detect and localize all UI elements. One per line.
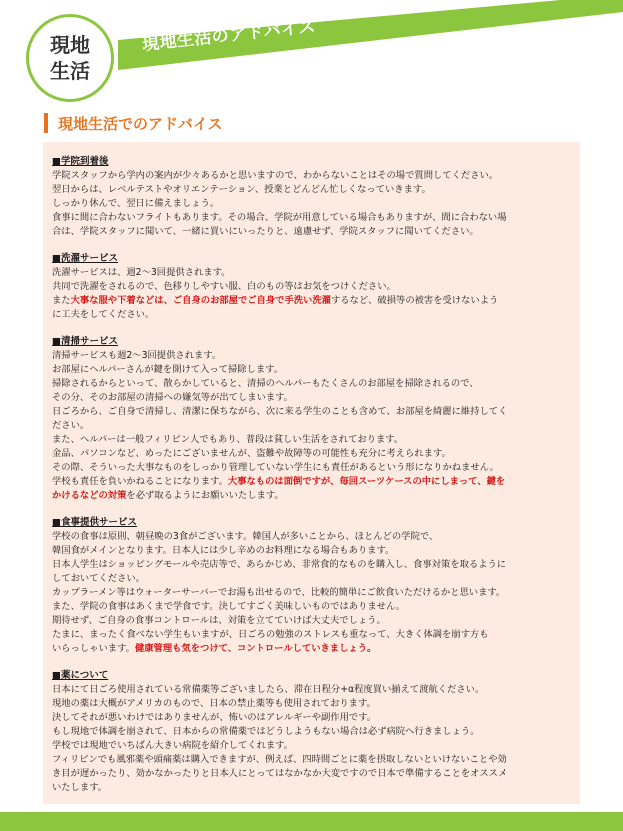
block-line: 現地の薬は大概がアメリカのもので、日本の禁止薬等も使用されております。 [52, 698, 376, 709]
text-segment: 学校も責任を負いかねることになります。 [52, 476, 228, 487]
block-heading: ■食事提供サービス [52, 517, 137, 528]
block-line: その分、そのお部屋の清掃への嫌気等が出てしまいます。 [52, 392, 293, 403]
block-line: 翌日からは、レベルテストやオリエンテーション、授業とどんどん忙しくなっていきます。 [52, 184, 431, 195]
block-line: 金品、パソコンなど、めったにございませんが、盗難や故障等の可能性も充分に考えられます。 [52, 448, 451, 459]
emphasis-text: 健康管理も気をつけて、コントロールしていきましょう。 [134, 643, 377, 654]
block-cleaning [52, 334, 568, 503]
block-line: また、ヘルパーは一般フィリピン人でもあり、普段は貧しい生活をされております。 [52, 434, 404, 445]
block-heading: ■清掃サービス [52, 336, 118, 347]
block-line [52, 294, 568, 308]
block-line: 合は、学院スタッフに聞いて、一緒に買いにいったりと、遠慮せず、学院スタッフに聞いてください。 [52, 226, 479, 237]
emphasis-text: 大事なものは面倒ですが、毎回スーツケースの中にしまって、鍵を [227, 476, 506, 487]
block-line: いたします。 [52, 782, 108, 793]
block-arrival [52, 154, 568, 239]
block-line: 韓国食がメインとなります。日本人には少し辛めのお料理になる場合もあります。 [52, 545, 395, 556]
block-line: フィリピンでも風邪薬や頭痛薬は購入できますが、例えば、四時間ごとに薬を摂取しないといけないことや効 [52, 754, 507, 765]
block-line: もし現地で体調を崩されて、日本からの常備薬ではどうしようもない場合は必ず病院へ行きましょう。 [52, 726, 480, 737]
block-line: 掃除されるからといって、散らかしていると、清掃のヘルパーもたくさんのお部屋を掃除されるので、 [52, 378, 479, 389]
block-line: その際、そういった大事なものをしっかり管理していない学生にも責任があるという形になりかねません。 [52, 462, 499, 473]
block-line: ださい。 [52, 420, 90, 431]
block-line: しておいてください。 [52, 573, 145, 584]
text-segment: を必ず取るようにお願いいたします。 [126, 490, 284, 501]
block-heading: ■洗濯サービス [52, 253, 118, 264]
badge-line-2: 生活 [50, 59, 90, 83]
block-heading: ■薬について [52, 670, 109, 681]
block-line: 日本にて日ごろ使用されている常備薬等ございましたら、滞在日程分+α程度買い揃えて渡航ください。 [52, 684, 485, 695]
block-line: 洗濯サービスは、週2～3回提供されます。 [52, 267, 231, 278]
block-line: 共同で洗濯をされるので、色移りしやすい服、白のもの等はお気をつけください。 [52, 281, 396, 292]
block-line: 学院スタッフから学内の案内が少々あるかと思いますので、わからないことはその場で質問してください。 [52, 170, 499, 181]
block-line: 清掃サービスも週2～3回提供されます。 [52, 350, 222, 361]
section-title: 現地生活でのアドバイス [58, 114, 223, 133]
block-laundry [52, 251, 568, 322]
emphasis-text: 大事な服や下着などは、ご自身のお部屋でご自身で手洗い洗濯 [70, 295, 331, 306]
block-line: に工夫をしてください。 [52, 309, 155, 320]
text-segment: するなど、破損等の被害を受けないよう [330, 295, 499, 306]
block-meals [52, 515, 568, 656]
text-segment: いらっしゃいます。 [52, 643, 135, 654]
block-line [52, 475, 568, 489]
block-line: き目が遅かったり、効かなかったりと日本人にとってはなかなか大変ですので日本で準備することをオススメ [52, 768, 508, 779]
block-heading: ■学院到着後 [52, 156, 109, 167]
footer-band [0, 812, 623, 831]
block-line [52, 489, 568, 503]
block-line: 期待せず、ご自身の食事コントロールは、対策を立てていけば大丈夫でしょう。 [52, 615, 386, 626]
block-line: たまに、まったく食べない学生もいますが、日ごろの勉強のストレスも重なって、大きく体調を崩す方も [52, 629, 489, 640]
block-medicine [52, 668, 568, 795]
badge-line-1: 現地 [50, 33, 90, 57]
section-header [44, 112, 223, 134]
block-line: 学校では現地でいちばん大きい病院を紹介してくれます。 [52, 740, 293, 751]
block-line: お部屋にヘルパーさんが鍵を開けて入って掃除します。 [52, 364, 284, 375]
emphasis-text: かけるなどの対策 [52, 490, 127, 501]
block-line [52, 642, 568, 656]
block-line: また、学院の食事はあくまで学食です。決してすごく美味しいものではありません。 [52, 601, 406, 612]
block-line: 食事に間に合わないフライトもあります。その場合、学院が用意している場合もありますが、間に合わない場 [52, 212, 507, 223]
section-badge [26, 14, 114, 102]
advice-content-box [43, 142, 580, 804]
text-segment: また [52, 295, 71, 306]
block-line: しっかり休んで、翌日に備えましょう。 [52, 198, 220, 209]
block-line: 学校の食事は原則、朝昼晩の3食がございます。韓国人が多いことから、ほとんどの学院で、 [52, 531, 439, 542]
page-title: 現地生活のアドバイス [141, 16, 317, 55]
block-line: 日ごろから、ご自身で清掃し、清潔に保ちながら、次に来る学生のことも含めて、お部屋を綺麗に維持してく [52, 406, 508, 417]
block-line: 日本人学生はショッピングモールや売店等で、あらかじめ、非常食的なものを購入し、食事対策を取るように [52, 559, 507, 570]
block-line: カップラーメン等はウォーターサーバーでお湯も出せるので、比較的簡単にご飲食いただけるかと思います。 [52, 587, 506, 598]
section-accent-bar [44, 113, 48, 133]
block-line: 決してそれが悪いわけではありませんが、怖いのはアレルギーや副作用です。 [52, 712, 377, 723]
